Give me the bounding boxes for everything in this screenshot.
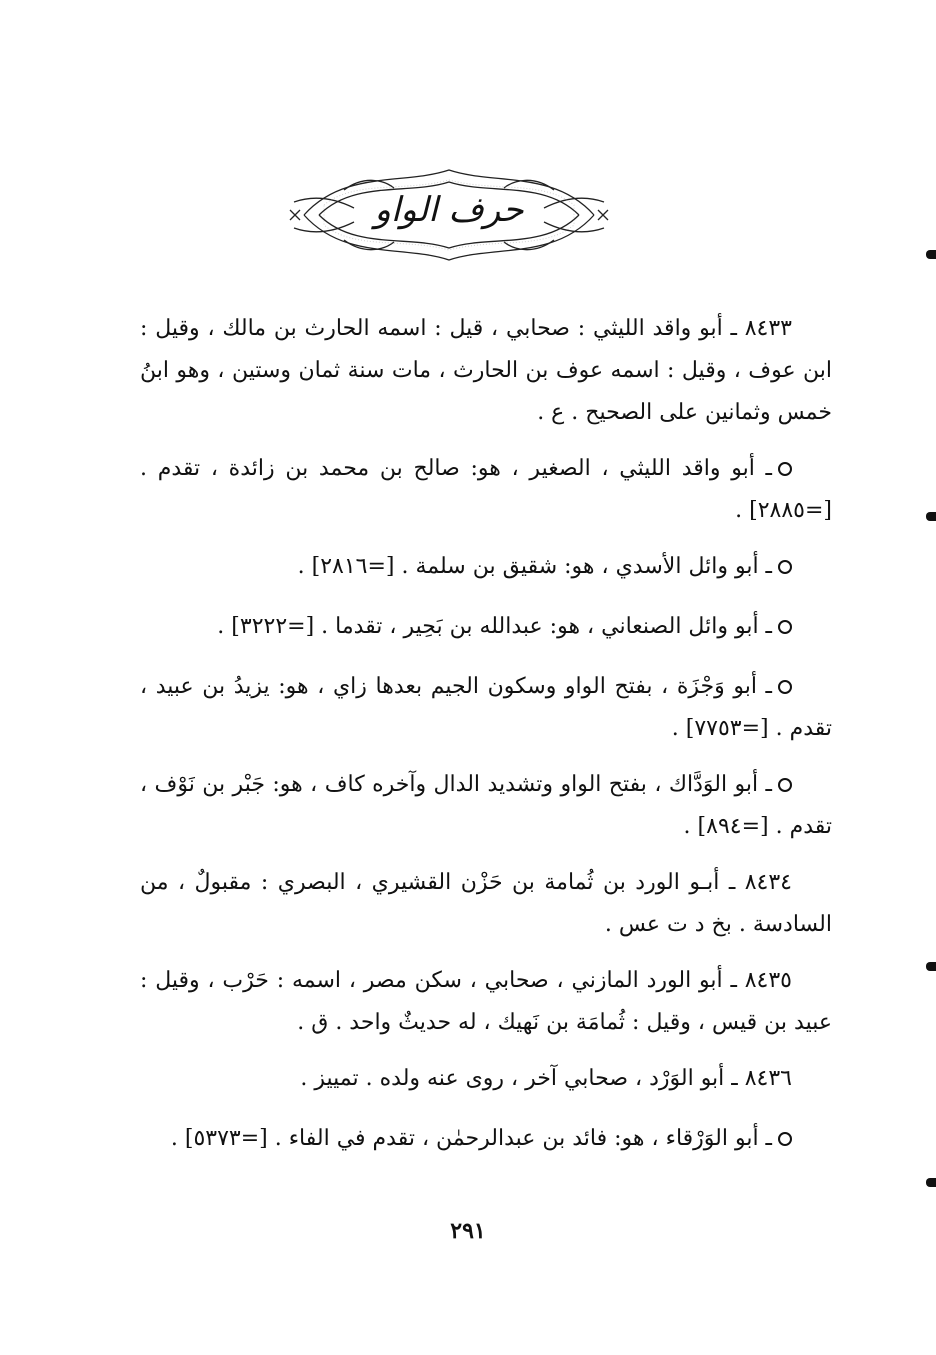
entries-list bbox=[140, 308, 832, 1178]
entry-line: خمس وثمانين على الصحيح . ع . bbox=[537, 400, 832, 425]
entry-text: ـ أبو واقد الليثي ، الصغير ، هو: صالح بن محمد بن زائدة ، تقدم . bbox=[140, 456, 772, 481]
section-title: حرف الواو bbox=[374, 190, 524, 230]
cross-reference bbox=[140, 1118, 832, 1160]
page-number: ٢٩١ bbox=[450, 1218, 486, 1244]
circle-bullet-icon bbox=[778, 1132, 792, 1146]
entry-line bbox=[140, 546, 832, 588]
entry-line bbox=[140, 666, 832, 708]
edge-mark-icon bbox=[926, 250, 936, 259]
circle-bullet-icon bbox=[778, 620, 792, 634]
entry-line bbox=[140, 764, 832, 806]
entry-line: ٨٤٣٥ ـ أبو الورد المازني ، صحابي ، سكن مصر ، اسمه : حَرْب ، وقيل : bbox=[140, 968, 792, 993]
cross-reference bbox=[140, 764, 832, 848]
cross-reference bbox=[140, 546, 832, 588]
cross-reference bbox=[140, 448, 832, 532]
entry-line: السادسة . بخ د ت عس . bbox=[604, 912, 832, 937]
entry-line: تقدم . [=٧٧٥٣] . bbox=[671, 716, 832, 741]
circle-bullet-icon bbox=[778, 680, 792, 694]
cross-reference bbox=[140, 666, 832, 750]
entry-text: ـ أبو وائل الأسدي ، هو: شقيق بن سلمة . [=٢٨١٦] . bbox=[297, 554, 772, 579]
entry-line bbox=[140, 606, 832, 648]
entry-line: عبيد بن قيس ، وقيل : ثُمامَة بن نَهيك ، له حديثٌ واحد . ق . bbox=[297, 1010, 832, 1035]
entry-line: ٨٤٣٦ ـ أبو الوَرْد ، صحابي آخر ، روى عنه ولده . تمييز . bbox=[300, 1066, 792, 1091]
entry-text: ـ أبو وائل الصنعاني ، هو: عبدالله بن بَحِير ، تقدما . [=٣٢٢٢] . bbox=[217, 614, 772, 639]
entry-line bbox=[140, 448, 832, 490]
entry-line: ابن عوف ، وقيل : اسمه عوف بن الحارث ، مات سنة ثمان وستين ، وهو ابنُ bbox=[140, 358, 832, 383]
entry-text: ـ أبو الوَدَّاك ، بفتح الواو وتشديد الدال وآخره كاف ، هو: جَبْر بن نَوْف ، bbox=[140, 772, 772, 797]
entry-text: ـ أبو وَجْزَة ، بفتح الواو وسكون الجيم بعدها زاي ، هو: يزيدُ بن عبيد ، bbox=[140, 674, 772, 699]
entry-8436 bbox=[140, 1058, 832, 1100]
circle-bullet-icon bbox=[778, 560, 792, 574]
cross-reference bbox=[140, 606, 832, 648]
entry-8434 bbox=[140, 862, 832, 946]
entry-text: ـ أبو الوَرْقاء ، هو: فائد بن عبدالرحمٰن ، تقدم في الفاء . [=٥٣٧٣] . bbox=[170, 1126, 772, 1151]
edge-mark-icon bbox=[926, 512, 936, 521]
entry-line: [=٢٨٨٥] . bbox=[735, 498, 832, 523]
circle-bullet-icon bbox=[778, 462, 792, 476]
edge-mark-icon bbox=[926, 1178, 936, 1187]
entry-8433 bbox=[140, 308, 832, 434]
edge-mark-icon bbox=[926, 962, 936, 971]
entry-line: ٨٤٣٣ ـ أبو واقد الليثي : صحابي ، قيل : اسمه الحارث بن مالك ، وقيل : bbox=[140, 316, 792, 341]
entry-line bbox=[140, 1118, 832, 1160]
entry-line: تقدم . [=٨٩٤] . bbox=[683, 814, 832, 839]
entry-8435 bbox=[140, 960, 832, 1044]
entry-line: ٨٤٣٤ ـ أبـو الورد بن ثُمامة بن حَزْن القشيري ، البصري : مقبولٌ ، من bbox=[140, 870, 792, 895]
circle-bullet-icon bbox=[778, 778, 792, 792]
